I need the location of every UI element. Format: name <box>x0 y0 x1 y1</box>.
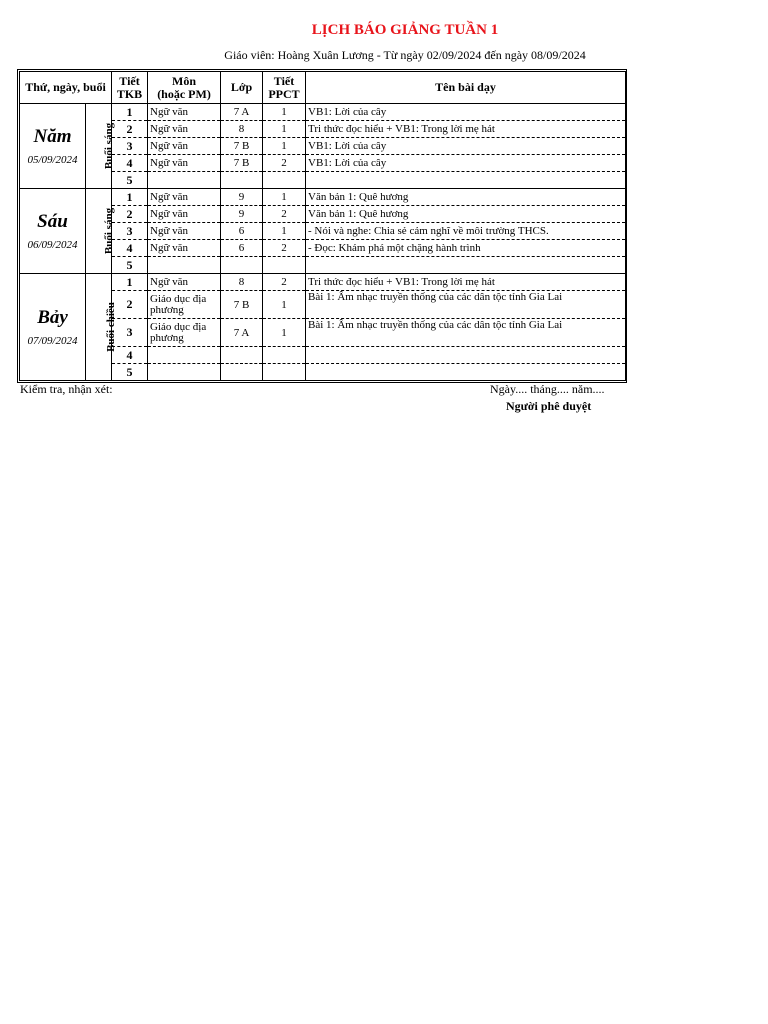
lesson-cell <box>306 347 626 364</box>
day-cell <box>20 104 86 189</box>
subject-cell: Ngữ văn <box>148 104 221 121</box>
schedule-body <box>20 104 626 381</box>
period-number: 5 <box>112 257 148 274</box>
subject-cell: Ngữ văn <box>148 189 221 206</box>
session-cell <box>86 189 116 274</box>
day-name: Sáu <box>37 211 68 232</box>
lesson-cell: VB1: Lời của cây <box>306 138 626 155</box>
subject-cell: Ngữ văn <box>148 206 221 223</box>
lesson-cell <box>306 364 626 381</box>
subject-cell <box>148 364 221 381</box>
subject-cell: Ngữ văn <box>148 223 221 240</box>
day-date: 07/09/2024 <box>27 335 78 347</box>
ppct-cell: 1 <box>263 319 306 347</box>
class-cell <box>221 347 263 364</box>
class-cell <box>221 172 263 189</box>
lesson-cell: - Đọc: Khám phá một chặng hành trình <box>306 240 626 257</box>
lesson-cell <box>306 172 626 189</box>
lesson-cell: VB1: Lời của cây <box>306 104 626 121</box>
class-cell <box>221 257 263 274</box>
table-row <box>20 189 626 206</box>
ppct-cell: 1 <box>263 138 306 155</box>
period-number: 5 <box>112 364 148 381</box>
page-title: LỊCH BÁO GIẢNG TUẦN 1 <box>311 22 499 38</box>
subject-cell: Ngữ văn <box>148 240 221 257</box>
class-cell: 9 <box>221 206 263 223</box>
review-label: Kiểm tra, nhận xét: <box>20 382 113 396</box>
period-number: 1 <box>112 104 148 121</box>
header-ppct: Tiết PPCT <box>263 72 306 104</box>
class-cell: 7 A <box>221 319 263 347</box>
period-number: 2 <box>112 121 148 138</box>
class-cell: 9 <box>221 189 263 206</box>
header-lesson: Tên bài dạy <box>306 72 626 104</box>
day-date: 06/09/2024 <box>27 239 78 251</box>
ppct-cell: 1 <box>263 223 306 240</box>
schedule-table <box>19 71 626 381</box>
header-tkb: Tiết TKB <box>112 72 148 104</box>
class-cell: 6 <box>221 240 263 257</box>
class-cell: 6 <box>221 223 263 240</box>
ppct-cell: 2 <box>263 206 306 223</box>
table-row <box>20 274 626 291</box>
session-label: Buổi sáng <box>103 122 116 170</box>
ppct-cell: 2 <box>263 274 306 291</box>
class-cell: 7 B <box>221 155 263 172</box>
period-number: 1 <box>112 189 148 206</box>
period-number: 3 <box>112 138 148 155</box>
subject-cell <box>148 347 221 364</box>
approver-label: Người phê duyệt <box>506 399 592 413</box>
ppct-cell: 2 <box>263 155 306 172</box>
table-row <box>20 104 626 121</box>
header-subject: Môn (hoặc PM) <box>148 72 221 104</box>
day-date: 05/09/2024 <box>27 154 78 166</box>
lesson-cell: Văn bản 1: Quê hương <box>306 206 626 223</box>
class-cell: 7 B <box>221 138 263 155</box>
day-cell <box>20 274 86 381</box>
period-number: 5 <box>112 172 148 189</box>
class-cell: 7 B <box>221 291 263 319</box>
ppct-cell: 1 <box>263 121 306 138</box>
ppct-cell: 2 <box>263 240 306 257</box>
ppct-cell <box>263 347 306 364</box>
class-cell: 8 <box>221 121 263 138</box>
period-number: 2 <box>112 291 148 319</box>
lesson-cell: - Nói và nghe: Chia sẻ cảm nghĩ về môi trường THCS. <box>306 223 626 240</box>
period-number: 3 <box>112 319 148 347</box>
period-number: 2 <box>112 206 148 223</box>
period-number: 4 <box>112 240 148 257</box>
session-label: Buổi sáng <box>103 207 116 255</box>
ppct-cell <box>263 172 306 189</box>
schedule-table-frame <box>17 69 627 383</box>
session-cell <box>86 104 116 189</box>
subject-cell: Giáo dục địa phương <box>148 291 221 319</box>
subject-cell: Ngữ văn <box>148 274 221 291</box>
subject-cell <box>148 172 221 189</box>
date-line: Ngày.... tháng.... năm.... <box>490 382 605 396</box>
class-cell: 8 <box>221 274 263 291</box>
header-row <box>20 72 626 104</box>
period-number: 4 <box>112 155 148 172</box>
class-cell <box>221 364 263 381</box>
ppct-cell: 1 <box>263 291 306 319</box>
period-number: 1 <box>112 274 148 291</box>
ppct-cell: 1 <box>263 189 306 206</box>
lesson-cell: Tri thức đọc hiểu + VB1: Trong lời mẹ hát <box>306 274 626 291</box>
session-cell <box>86 274 117 381</box>
day-cell <box>20 189 86 274</box>
subject-cell: Giáo dục địa phương <box>148 319 221 347</box>
subject-cell <box>148 257 221 274</box>
period-number: 3 <box>112 223 148 240</box>
day-name: Năm <box>33 126 72 147</box>
period-number: 4 <box>112 347 148 364</box>
subject-cell: Ngữ văn <box>148 121 221 138</box>
header-class: Lớp <box>221 72 263 104</box>
header-day: Thứ, ngày, buổi <box>20 72 112 104</box>
ppct-cell <box>263 364 306 381</box>
lesson-cell: Bài 1: Âm nhạc truyền thống của các dân tộc tỉnh Gia Lai <box>306 291 626 319</box>
session-label: Buổi chiều <box>104 302 117 352</box>
teacher-date-range: Giáo viên: Hoàng Xuân Lương - Từ ngày 02/09/2024 đến ngày 08/09/2024 <box>224 48 586 62</box>
lesson-cell: Văn bản 1: Quê hương <box>306 189 626 206</box>
day-name: Bảy <box>37 307 68 328</box>
class-cell: 7 A <box>221 104 263 121</box>
subject-cell: Ngữ văn <box>148 138 221 155</box>
lesson-cell: Bài 1: Âm nhạc truyền thống của các dân tộc tỉnh Gia Lai <box>306 319 626 347</box>
ppct-cell <box>263 257 306 274</box>
subject-cell: Ngữ văn <box>148 155 221 172</box>
lesson-cell: VB1: Lời của cây <box>306 155 626 172</box>
lesson-cell <box>306 257 626 274</box>
ppct-cell: 1 <box>263 104 306 121</box>
lesson-cell: Tri thức đọc hiểu + VB1: Trong lời mẹ hát <box>306 121 626 138</box>
